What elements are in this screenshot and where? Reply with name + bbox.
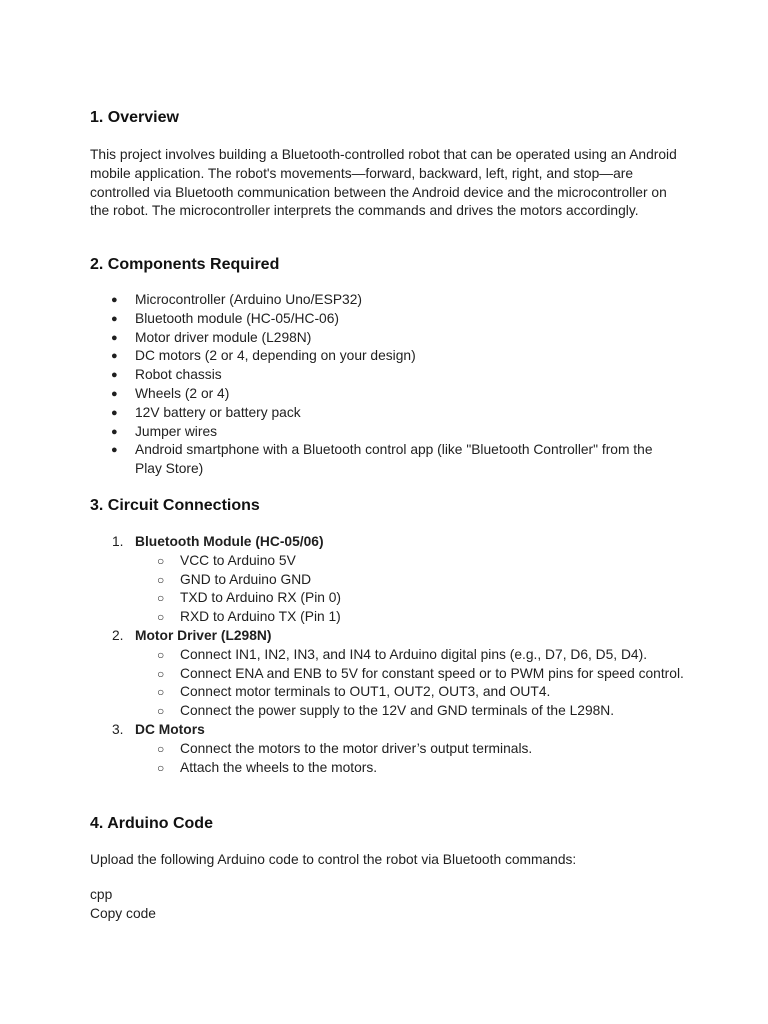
overview-heading: 1. Overview — [90, 109, 179, 126]
list-item: ● Android smartphone with a Bluetooth control app (like "Bluetooth Controller" from the Play Store) — [90, 441, 670, 479]
sub-list — [135, 740, 690, 778]
code-language-label: cpp — [90, 887, 113, 902]
list-item: ● Wheels (2 or 4) — [90, 385, 670, 404]
list-item: ○ Connect the motors to the motor driver’s output terminals. — [135, 740, 690, 759]
list-item: ● DC motors (2 or 4, depending on your design) — [90, 347, 670, 366]
list-item: ● Robot chassis — [90, 366, 670, 385]
list-item: ○ RXD to Arduino TX (Pin 1) — [135, 608, 690, 627]
circuit-group-bluetooth — [90, 533, 690, 627]
sub-list — [135, 646, 690, 721]
sub-list — [135, 552, 690, 627]
components-heading: 2. Components Required — [90, 256, 280, 273]
list-number: 3. — [112, 721, 124, 737]
circuit-list — [90, 533, 690, 777]
group-title: Bluetooth Module (HC-05/06) — [135, 534, 324, 549]
list-item: ● Bluetooth module (HC-05/HC-06) — [90, 310, 670, 329]
list-item: ○ Connect motor terminals to OUT1, OUT2, OUT3, and OUT4. — [135, 683, 690, 702]
copy-code-button[interactable]: Copy code — [90, 906, 156, 921]
circuit-heading: 3. Circuit Connections — [90, 497, 260, 514]
list-item: ○ TXD to Arduino RX (Pin 0) — [135, 589, 690, 608]
list-item: ○ Attach the wheels to the motors. — [135, 759, 690, 778]
list-number: 1. — [112, 534, 124, 549]
code-heading: 4. Arduino Code — [90, 815, 213, 832]
list-item: ● Jumper wires — [90, 423, 670, 442]
group-title: Motor Driver (L298N) — [135, 627, 272, 643]
overview-paragraph: This project involves building a Bluetooth-controlled robot that can be operated using an Android mobile application. The robot's movements—forward, backward, left, right, and stop—are controlled via Bluetooth communication between the Android device and the microcontroller on the robot. The microcontroller interprets the commands and drives the motors accordingly. — [90, 147, 677, 219]
list-item: ○ Connect IN1, IN2, IN3, and IN4 to Arduino digital pins (e.g., D7, D6, D5, D4). — [135, 646, 690, 665]
list-item: ● Motor driver module (L298N) — [90, 329, 670, 348]
circuit-group-dc-motors — [90, 721, 690, 777]
code-intro: Upload the following Arduino code to control the robot via Bluetooth commands: — [90, 852, 577, 867]
list-item: ○ GND to Arduino GND — [135, 571, 690, 590]
components-list — [90, 291, 670, 479]
list-item: ○ Connect the power supply to the 12V and GND terminals of the L298N. — [135, 702, 690, 721]
circuit-group-motor-driver — [90, 627, 690, 721]
list-item: ● Microcontroller (Arduino Uno/ESP32) — [90, 291, 670, 310]
list-item: ● 12V battery or battery pack — [90, 404, 670, 423]
group-title: DC Motors — [135, 721, 205, 737]
list-number: 2. — [112, 627, 124, 643]
list-item: ○ VCC to Arduino 5V — [135, 552, 690, 571]
list-item: ○ Connect ENA and ENB to 5V for constant speed or to PWM pins for speed control. — [135, 665, 690, 684]
